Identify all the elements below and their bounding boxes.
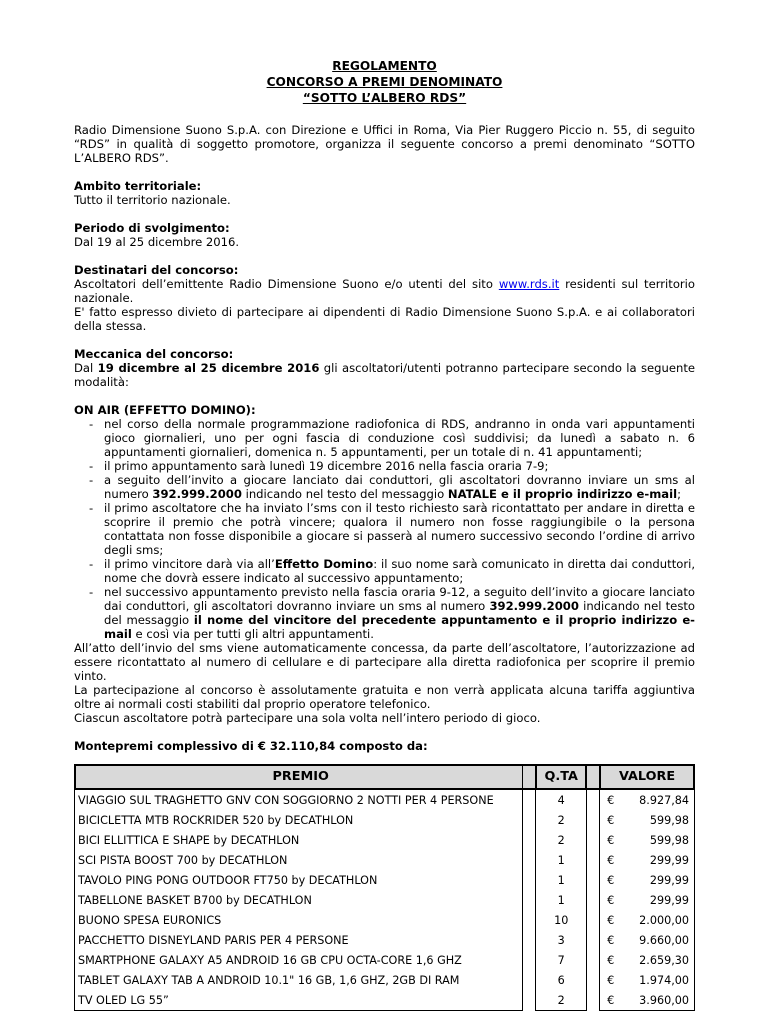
euro-symbol: €	[607, 793, 615, 807]
euro-symbol: €	[607, 913, 615, 927]
prize-value	[599, 870, 695, 890]
bullet-text: il primo vincitore darà via all’	[104, 557, 275, 571]
prize-value	[599, 810, 695, 830]
meccanica-text	[74, 361, 695, 389]
prize-value	[599, 790, 695, 810]
title-line-3: “SOTTO L’ALBERO RDS”	[302, 91, 467, 105]
prize-qty: 2	[535, 810, 588, 830]
header-valore: VALORE	[599, 764, 695, 790]
rds-website-link[interactable]: www.rds.it	[498, 277, 560, 291]
bullet-text: indicando nel testo del messaggio	[104, 599, 695, 627]
list-item: - nel successivo appuntamento previsto nella fascia oraria 9-12, a seguito dell’invito a giocare lanciato dai conduttori, gli ascoltatori dovranno inviare un sms al numero 392.999.2000 indicando nel testo del messaggio il nome del vincitore del precedente appuntamento e il proprio indirizzo e-mail e così via per tutti gli altri appuntamenti.	[89, 585, 695, 641]
onair-paragraph-2: La partecipazione al concorso è assolutamente gratuita e non verrà applicata alcuna tariffa aggiuntiva oltre ai normali costi stabiliti dal proprio operatore telefonico.	[74, 683, 695, 711]
ambito-text: Tutto il territorio nazionale.	[74, 193, 231, 207]
destinatari-text-b: residenti sul territorio nazionale.	[74, 277, 695, 305]
prize-name: TABELLONE BASKET B700 by DECATHLON	[74, 890, 523, 910]
bullet-text: a seguito dell’invito a giocare lanciato dai conduttori, gli ascoltatori dovranno inviare un sms al numero	[104, 473, 695, 501]
list-item: - il primo appuntamento sarà lunedì 19 dicembre 2016 nella fascia oraria 7-9;	[89, 459, 549, 473]
bullet-text: nel successivo appuntamento previsto nella fascia oraria 9-12, a seguito dell’invito a giocare lanciato dai conduttori, gli ascoltatori dovranno inviare un sms al numero	[104, 585, 695, 613]
prize-name: TABLET GALAXY TAB A ANDROID 10.1" 16 GB, 1,6 GHZ, 2GB DI RAM	[74, 970, 523, 990]
destinatari-heading: Destinatari del concorso:	[74, 263, 239, 277]
list-item: - a seguito dell’invito a giocare lanciato dai conduttori, gli ascoltatori dovranno inviare un sms al numero 392.999.2000 indicando nel testo del messaggio NATALE e il proprio indirizzo e-mail;	[89, 473, 695, 501]
euro-symbol: €	[607, 993, 615, 1007]
montepremi-heading: Montepremi complessivo di € 32.110,84 composto da:	[74, 739, 428, 753]
sms-keyword: NATALE e il proprio indirizzo e-mail	[447, 487, 678, 501]
prize-name: SCI PISTA BOOST 700 by DECATHLON	[74, 850, 523, 870]
prize-qty: 6	[535, 970, 588, 990]
prize-amount: 9.660,00	[639, 933, 689, 947]
prize-qty: 10	[535, 910, 588, 930]
prizes-table	[74, 764, 695, 1011]
destinatari-exclusion: E' fatto espresso divieto di partecipare ai dipendenti di Radio Dimensione Suono S.p.A. e ai collaboratori della stessa.	[74, 305, 695, 333]
bullet-text: : il suo nome sarà comunicato in diretta dai conduttori, nome che dovrà essere indicato al successivo appuntamento;	[104, 557, 696, 585]
onair-paragraph-1: All’atto dell’invio del sms viene automaticamente concessa, da parte dell’ascoltatore, l’autorizzazione ad essere ricontattato al numero di cellulare e di partecipare alla diretta radiofonica per scoprire il premio vinto.	[74, 641, 695, 683]
prize-name: TV OLED LG 55”	[74, 990, 523, 1011]
prize-qty: 1	[535, 870, 588, 890]
prize-amount: 3.960,00	[639, 993, 689, 1007]
list-item: - nel corso della normale programmazione radiofonica di RDS, andranno in onda vari appuntamenti gioco giornalieri, uno per ogni fascia di conduzione così suddivisi; da lunedì a sabato n. 6 appuntamenti giornalieri, domenica n. 5 appuntamenti, per un totale di n. 41 appuntamenti;	[89, 417, 695, 459]
table-row	[74, 790, 695, 810]
prize-value	[599, 910, 695, 930]
document-title	[74, 58, 695, 106]
periodo-text: Dal 19 al 25 dicembre 2016.	[74, 235, 240, 249]
list-item: - il primo vincitore darà via all’Effetto Domino: il suo nome sarà comunicato in diretta dai conduttori, nome che dovrà essere indicato al successivo appuntamento;	[89, 557, 696, 585]
prize-name: PACCHETTO DISNEYLAND PARIS PER 4 PERSONE	[74, 930, 523, 950]
prize-amount: 299,99	[649, 893, 689, 907]
prize-amount: 8.927,84	[639, 793, 689, 807]
table-row	[74, 950, 695, 970]
table-header-row	[74, 764, 695, 790]
header-premio: PREMIO	[74, 764, 523, 790]
table-row	[74, 810, 695, 830]
meccanica-post: gli ascoltatori/utenti potranno partecipare secondo la seguente modalità:	[74, 361, 696, 389]
destinatari-text-a: Ascoltatori dell’emittente Radio Dimensione Suono e/o utenti del sito	[74, 277, 499, 291]
bullet-text: ;	[677, 487, 681, 501]
prize-value	[599, 950, 695, 970]
meccanica-dates: 19 dicembre al 25 dicembre 2016	[97, 361, 320, 375]
periodo-heading: Periodo di svolgimento:	[74, 221, 230, 235]
prize-name: BICICLETTA MTB ROCKRIDER 520 by DECATHLON	[74, 810, 523, 830]
prize-qty: 2	[535, 990, 588, 1011]
prize-qty: 2	[535, 830, 588, 850]
title-line-1: REGOLAMENTO	[332, 59, 437, 73]
list-item: - il primo ascoltatore che ha inviato l’sms con il testo richiesto sarà ricontattato per andare in diretta e scoprire il premio che potrà vincere; qualora il numero non fosse raggiungibile o la persona contattata non fosse disponibile a giocare si passerà al numero successivo secondo l’ordine di arrivo degli sms;	[89, 501, 695, 557]
prize-amount: 299,99	[649, 853, 689, 867]
prize-name: TAVOLO PING PONG OUTDOOR FT750 by DECATHLON	[74, 870, 523, 890]
table-row	[74, 830, 695, 850]
bullet-text: il primo ascoltatore che ha inviato l’sms con il testo richiesto sarà ricontattato per andare in diretta e scoprire il premio che potrà vincere; qualora il numero non fosse raggiungibile o la persona contattata non fosse disponibile a giocare si passerà al numero successivo secondo l’ordine di arrivo degli sms;	[104, 501, 695, 557]
table-row	[74, 970, 695, 990]
euro-symbol: €	[607, 873, 615, 887]
prize-name: SMARTPHONE GALAXY A5 ANDROID 16 GB CPU OCTA-CORE 1,6 GHZ	[74, 950, 523, 970]
prize-name: BUONO SPESA EURONICS	[74, 910, 523, 930]
table-row	[74, 910, 695, 930]
sms-number: 392.999.2000	[489, 599, 579, 613]
table-row	[74, 850, 695, 870]
table-row	[74, 870, 695, 890]
prize-amount: 1.974,00	[639, 973, 689, 987]
euro-symbol: €	[607, 833, 615, 847]
meccanica-heading: Meccanica del concorso:	[74, 347, 234, 361]
euro-symbol: €	[607, 893, 615, 907]
euro-symbol: €	[607, 813, 615, 827]
prize-name: VIAGGIO SUL TRAGHETTO GNV CON SOGGIORNO 2 NOTTI PER 4 PERSONE	[74, 790, 523, 810]
prize-name: BICI ELLITTICA E SHAPE by DECATHLON	[74, 830, 523, 850]
ambito-heading: Ambito territoriale:	[74, 179, 202, 193]
bullet-text: e così via per tutti gli altri appuntamenti.	[131, 627, 374, 641]
effetto-domino: Effetto Domino	[274, 557, 374, 571]
prize-value	[599, 930, 695, 950]
euro-symbol: €	[607, 853, 615, 867]
prize-value	[599, 990, 695, 1011]
prize-value	[599, 970, 695, 990]
title-line-2: CONCORSO A PREMI DENOMINATO	[266, 75, 503, 89]
table-row	[74, 890, 695, 910]
euro-symbol: €	[607, 973, 615, 987]
bullet-text: indicando nel testo del messaggio	[241, 487, 448, 501]
prize-value	[599, 850, 695, 870]
meccanica-pre: Dal	[74, 361, 98, 375]
table-row	[74, 930, 695, 950]
bullet-text: il primo appuntamento sarà lunedì 19 dicembre 2016 nella fascia oraria 7-9;	[104, 459, 549, 473]
table-row	[74, 990, 695, 1011]
sms-keyword: il nome del vincitore del precedente appuntamento e il proprio indirizzo e-mail	[104, 613, 695, 641]
document-page	[74, 58, 695, 1011]
prize-qty: 3	[535, 930, 588, 950]
destinatari-text	[74, 277, 695, 305]
euro-symbol: €	[607, 933, 615, 947]
prize-amount: 599,98	[649, 833, 689, 847]
bullet-text: nel corso della normale programmazione radiofonica di RDS, andranno in onda vari appuntamenti gioco giornalieri, uno per ogni fascia di conduzione così suddivisi; da lunedì a sabato n. 6 appuntamenti giornalieri, domenica n. 5 appuntamenti, per un totale di n. 41 appuntamenti;	[104, 417, 695, 459]
prize-qty: 7	[535, 950, 588, 970]
euro-symbol: €	[607, 953, 615, 967]
intro-paragraph: Radio Dimensione Suono S.p.A. con Direzione e Uffici in Roma, Via Pier Ruggero Piccio n. 55, di seguito “RDS” in qualità di soggetto promotore, organizza il seguente concorso a premi denominato “SOTTO L’ALBERO RDS”.	[74, 123, 695, 165]
prize-amount: 299,99	[649, 873, 689, 887]
header-qta: Q.TA	[535, 764, 588, 790]
prize-value	[599, 830, 695, 850]
prize-amount: 2.000,00	[639, 913, 689, 927]
prize-value	[599, 890, 695, 910]
onair-paragraph-3: Ciascun ascoltatore potrà partecipare una sola volta nell’intero periodo di gioco.	[74, 711, 541, 725]
prize-qty: 4	[535, 790, 588, 810]
prize-amount: 599,98	[649, 813, 689, 827]
prize-amount: 2.659,30	[639, 953, 689, 967]
prize-qty: 1	[535, 850, 588, 870]
sms-number: 392.999.2000	[152, 487, 242, 501]
prize-qty: 1	[535, 890, 588, 910]
onair-heading: ON AIR (EFFETTO DOMINO):	[74, 403, 256, 417]
